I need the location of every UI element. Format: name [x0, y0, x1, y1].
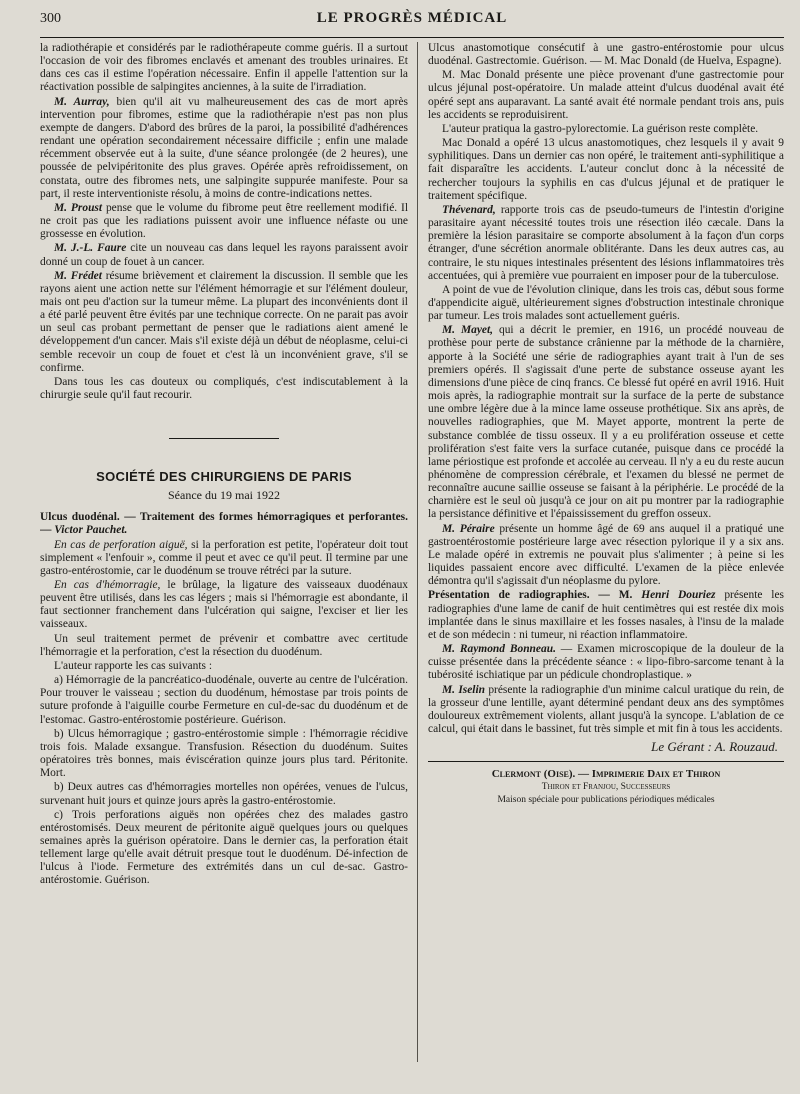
paragraph-text: Mac Donald a opéré 13 ulcus anastomotiques, chez lesquels il y avait 9 syphilitiques. Dans un dernier cas non opéré, le traitement anti-syphilitique a fait disparaître les accidents. L'auteur conclut donc à la nécessité de rechercher toujours la syphilis en cas d'ulcus jéjunal et de pratiquer le traitement spécifique. [428, 137, 784, 202]
paragraph [428, 643, 784, 682]
paragraph-text: L'auteur pratiqua la gastro-pylorectomie. La guérison reste complète. [442, 122, 759, 135]
paragraph-text: Dans tous les cas douteux ou compliqués, c'est indiscutablement à la chirurgie seule qu'il faut recourir. [40, 375, 408, 402]
paragraph-text: b) Deux autres cas d'hémorragies mortelles non opérées, venues de l'ulcus, survenant huit jours et quinze jours après la gastro-entérostomie. [40, 781, 408, 807]
paragraph [428, 42, 784, 68]
paragraph-text: L'auteur rapporte les cas suivants : [54, 659, 213, 672]
paragraph-text: présente les radiographies d'une lame de canif de huit centimètres qui est restée dix mois implantée dans le sinus maxillaire et les fosses nasales, à l'insu de la malade et de son médecin : ni tumeur, ni réaction inflammatoire. [428, 589, 784, 641]
speaker-name: M. Aurray, [54, 95, 110, 108]
italic-lead: En cas de perforation aiguë, [54, 538, 188, 551]
section-divider [169, 438, 279, 439]
paragraph-text: présente un homme âgé de 69 ans auquel il a pratiqué une gastroentérostomie postérieure large avec résection pylorique il y a six ans. Le malade opéré in extremis ne pouvait plus s'alimenter ; à peine si les liquides passaient encore avec difficulté. L'examen de la pièce enlevée démontra qu'il s'agissait d'un néoplasme du pylore. [428, 522, 784, 588]
gerant-signature: Le Gérant : A. Rouzaud. [651, 739, 778, 755]
paragraph [40, 660, 408, 673]
paragraph-text: rapporte trois cas de pseudo-tumeurs de l'intestin d'origine parasitaire ayant nécessité toutes trois une résection iléo cæcale. Dans la première la lésion parasitaire se comporte absolument à la façon d'un corps étranger, d'une sécrétion anormale oblitérante. Dans les deux autres cas, au contraire, le stu niques intestinales présentent des lésions inflammatoires très accentuées, qui à première vue pourraient en imposer pour de la tuberculose. [428, 203, 784, 282]
title-bold: Ulcus duodénal. — Traitement des formes hémorragiques et perforantes. — [40, 511, 408, 537]
author-name: Henri Douriez [632, 589, 716, 602]
paragraph [40, 781, 408, 807]
paragraph-text: pense que le volume du fibrome peut être reellement modifié. Il ne croit pas que les radiations puissent avoir une influence néfaste ou une grossesse en évolution. [40, 201, 408, 241]
left-column [40, 42, 417, 1082]
paragraph-text: qui a décrit le premier, en 1916, un procédé nouveau de prothèse pour perte de substance crânienne par la méthode de la charnière, apporte à la Société une série de radiographies ayant trait à l'un de ses premiers opérés. Il s'agissait d'une perte de substance osseuse ayant les dimensions d'une pièce de cinq francs. Ce blessé fut opéré en avril 1916. Huit mois après, la radiographie montrait sur la surface de la perte de substance une ombre légère due à la mince lame osseuse prothétique. Six ans après, de nouvelles radiographies, que M. Mayet apporte, montrent la perte de substance comblée de tissu osseux. Il y a eu prolifération osseuse et cette prolifération s'est faite vers la surface cutanée, puisque dans ce procédé la lame périostique est profonde et accolée au cerveau. Il n'y a eu du reste aucun phénomène de compression cérébrale, et l'examen du blessé ne permet de reconnaître aucune saillie osseuse se faisant à la périphérie. Le procédé de la charnière est le seul où jusqu'à ce jour on ait pu montrer par la radiographie la persistance définitive et l'épaississement du greffon osseux. [428, 324, 784, 521]
paragraph [40, 728, 408, 781]
printer-line-2: Thiron et Franjou, Successeurs [541, 782, 671, 793]
paragraph-text: Ulcus anastomotique consécutif à une gastro-entérostomie pour ulcus duodénal. Gastrectomie. Guérison. — M. Mac Donald (de Huelva, Espagne). [428, 42, 784, 68]
paragraph-text: bien qu'il ait vu malheureusement des cas de mort après intervention pour fibromes, estime que la radiothérapie n'est pas non plus exempte de dangers. D'abord des brûres de la paroi, la possibilité d'adhérences rendant une opération secondairement nécessaire difficile ; enfin une malade récemment observée eut à la suite, d'une séance prolongée (de 2 heures), une poussée de pelvipéritonite des plus graves. Opérée après refroidissement, on constata, outre des fibromes nets, une salpingite suppurée manifeste. Pour sa part, il reste interventioniste résolu, à moins de contre-indications nettes. [40, 95, 408, 200]
paragraph-text: cite un nouveau cas dans lequel les rayons paraissent avoir donné un coup de fouet à un cancer. [40, 242, 409, 268]
paragraph [428, 204, 784, 283]
speaker-name: M. Frédet [54, 269, 102, 282]
printer-line-3: Maison spéciale pour publications périodiques médicales [497, 795, 715, 806]
speaker-name: Thévenard, [442, 203, 496, 216]
page-header [40, 10, 784, 36]
paragraph-text: présente la radiographie d'un minime calcul uratique du rein, de la grosseur d'une lentille, ayant déterminé pendant deux ans des symptômes douloureux extrêmement violents, allant jusqu'à la syncope. L'ablation de ce calcul, qui était dans le bassinet, fut très simple et mit fin à tous les accidents. [428, 683, 784, 735]
speaker-name: M. Péraire [442, 522, 495, 535]
paragraph [428, 123, 784, 136]
paragraph [428, 523, 784, 589]
right-column [418, 42, 784, 1082]
paragraph-text: si la perforation est petite, l'opérateur doit tout simplement « l'enfouir », comme il peut et avec ce qu'il peut. Il termine par une gastro-entérostomie, car le duodénum se trouve rétréci par la suture. [40, 538, 409, 577]
paragraph-text: c) Trois perforations aiguës non opérées chez des malades gastro entérostomisés. Deux meurent de péritonite aiguë quelques jours ou quelques semaines après la guérison opératoire. Dans le dernier cas, la perforation était tellement large qu'elle avait détruit presque tout le duodénum. Dé-infection de l'ulcus à l'iode. Fermeture des extrémités dans un cul de-sac. Gastro-antérostomie. Guérison. [40, 808, 408, 887]
paragraph-text: Un seul traitement permet de prévenir et combattre avec certitude l'hémorragie et la perforation, c'est la résection du duodénum. [40, 632, 408, 658]
society-heading: SOCIÉTÉ DES CHIRURGIENS DE PARIS [96, 469, 352, 485]
paragraph [428, 684, 784, 737]
paragraph [428, 137, 784, 203]
paragraph [40, 242, 408, 268]
paragraph-text: M. Mac Donald présente une pièce provenant d'une gastrectomie pour ulcus jéjunal post-opératoire. Un malade atteint d'ulcus duodénal avait été opéré sept ans auparavant. La santé avait été normale pendant trois ans, puis les accidents se reproduisirent. [428, 69, 784, 121]
speaker-name: M. Mayet, [442, 324, 494, 337]
speaker-name: M. Raymond Bonneau. [442, 643, 556, 656]
paragraph [40, 633, 408, 659]
printer-imprint [428, 761, 784, 807]
printer-line-1: Clermont (Oise). — Imprimerie Daix et Thiron [491, 768, 721, 781]
session-date: Séance du 19 mai 1922 [168, 488, 280, 503]
paragraph [40, 376, 408, 402]
paragraph-text: le brûlage, la ligature des vaisseaux duodénaux peuvent être utilisés, dans les cas légers ; mais si l'hémorragie est abondante, il faut sectionner franchement dans l'ulcération qui saigne, l'exciser et lier les vaisseaux. [40, 579, 409, 631]
paragraph [40, 202, 408, 241]
paragraph-text: A point de vue de l'évolution clinique, dans les trois cas, début sous forme d'appendicite aiguë, ultérieurement signes d'obstruction intestinale chronique par tumeur. Les trois malades sont actuellement guéris. [428, 283, 784, 323]
paragraph [40, 809, 408, 888]
paragraph [40, 674, 408, 727]
speaker-name: M. Iselin [442, 683, 486, 696]
two-columns [40, 42, 784, 1082]
italic-lead: En cas d'hémorragie, [54, 579, 161, 591]
speaker-name: M. Proust [54, 201, 103, 214]
paragraph [40, 579, 408, 632]
paragraph [40, 539, 408, 578]
journal-title: LE PROGRÈS MÉDICAL [316, 10, 508, 26]
author-name: Victor Pauchet. [51, 524, 128, 537]
paragraph [40, 96, 408, 201]
right-column-text [428, 42, 784, 737]
paragraph-text: la radiothérapie et considérés par le radiothérapeute comme guéris. Il a surtout l'occasion de voir des fibromes enclavés et amenant des troubles urinaires. Et dans ces cas il estime l'opération nécessaire. Enfin il appelle l'attention sur la réactivation possible de salpingites anciennes, à la suite de l'irradiation. [40, 42, 408, 94]
paragraph [428, 69, 784, 122]
title-bold: Présentation de radiographies. — M. [428, 589, 633, 602]
page-number: 300 [40, 11, 61, 26]
paragraph [428, 324, 784, 521]
paragraph-text: — Examen microscopique de la douleur de la cuisse présentée dans la précédente séance : « lipo-fibro-sarcome tenant à la tubérosité ischiatique par un pédicule chondroplastique. » [428, 643, 784, 682]
paragraph-text: b) Ulcus hémorragique ; gastro-entérostomie simple : l'hémorragie récidive trois fois. Malade exsangue. Transfusion. Résection du duodénum. Suites opératoires très bonnes, mais éviscération quinze jours plus tard. Péritonite. Mort. [40, 727, 408, 780]
paragraph [428, 284, 784, 323]
communication-title [428, 589, 784, 642]
paragraph-text: a) Hémorragie de la pancréatico-duodénale, ouverte au centre de l'ulcération. Pour trouver le vaisseau ; section du duodénum, hémostase par trois points de suture profonde à l'aiguille courbe Fermeture en cul-de-sac du duodénum et de l'estomac. Gastro-entérostomie postérieure. Guérison. [40, 674, 408, 726]
header-rule [40, 37, 784, 38]
paragraph-text: résume brièvement et clairement la discussion. Il semble que les rayons aient une action nette sur l'élément hémorragie et sur l'élément douleur, mais ont peu d'action sur la tumeur même. La plupart des inconvénients dont il a été parlé peuvent être évités par une technique correcte. On ne parait pas avoir un seul cas probant permettant de penser que le radiations aient amené le développement d'un cancer. Mais s'il existe déjà un début de néoplasme, celui-ci semble recevoir un coup de fouet et c'est là un inconvénient grave, s'il se confirme. [40, 269, 408, 374]
paragraph [40, 270, 408, 375]
speaker-name: M. J.-L. Faure [54, 242, 127, 255]
paragraph [40, 42, 408, 95]
communication-title [40, 511, 408, 537]
